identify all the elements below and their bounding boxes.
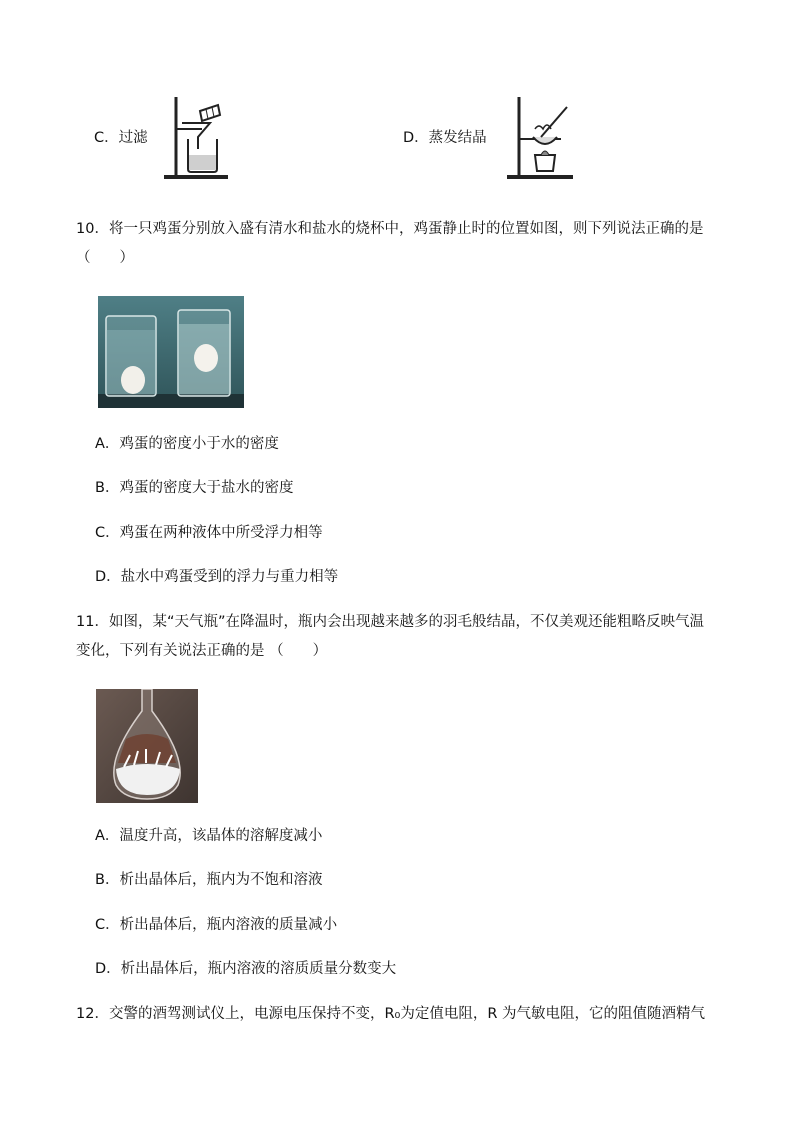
- q9-option-c: C．过滤: [94, 130, 148, 146]
- q10-option-b: B．鸡蛋的密度大于盐水的密度: [95, 480, 294, 496]
- q9-option-d: D．蒸发结晶: [403, 130, 487, 146]
- q12-stem-line1: 12．交警的酒驾测试仪上，电源电压保持不变，R₀为定值电阻，R 为气敏电阻，它的阻值随酒精气: [76, 1006, 706, 1022]
- q10-option-c: C．鸡蛋在两种液体中所受浮力相等: [95, 525, 323, 541]
- q10-option-a: A．鸡蛋的密度小于水的密度: [95, 436, 279, 452]
- weather-bottle-photo: [96, 689, 198, 803]
- q11-option-b: B．析出晶体后，瓶内为不饱和溶液: [95, 872, 323, 888]
- q10-stem-line2: （ ）: [76, 250, 134, 266]
- q11-option-a: A．温度升高，该晶体的溶解度减小: [95, 828, 323, 844]
- q11-option-d: D．析出晶体后，瓶内溶液的溶质质量分数变大: [95, 961, 397, 977]
- egg-in-beakers-photo: [98, 296, 244, 408]
- filtration-apparatus-figure: [160, 93, 232, 183]
- q11-stem-line1: 11．如图，某“天气瓶”在降温时，瓶内会出现越来越多的羽毛般结晶，不仅美观还能粗略反映气温: [76, 614, 704, 630]
- q10-option-d: D．盐水中鸡蛋受到的浮力与重力相等: [95, 569, 339, 585]
- q10-stem-line1: 10．将一只鸡蛋分别放入盛有清水和盐水的烧杯中，鸡蛋静止时的位置如图，则下列说法正确的是: [76, 221, 704, 237]
- q11-stem-line2: 变化，下列有关说法正确的是 （ ）: [76, 643, 328, 659]
- q11-option-c: C．析出晶体后，瓶内溶液的质量减小: [95, 917, 338, 933]
- evaporation-apparatus-figure: [505, 93, 577, 183]
